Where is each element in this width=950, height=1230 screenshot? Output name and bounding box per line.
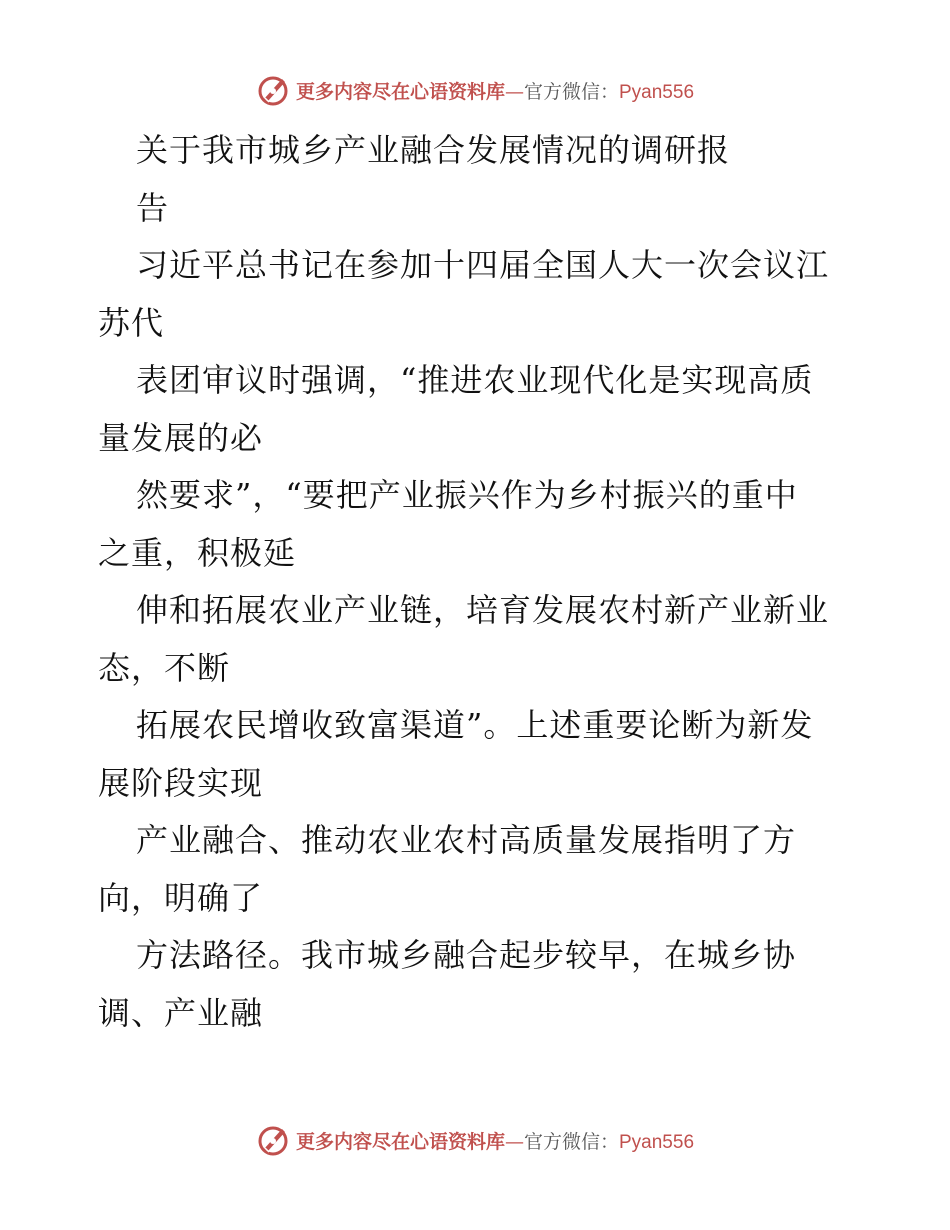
title-line-1: 关于我市城乡产业融合发展情况的调研报 bbox=[136, 131, 731, 169]
title-line-2: 告 bbox=[136, 188, 170, 227]
text-line: 表团审议时强调，“推进农业现代化是实现高质 bbox=[136, 361, 814, 399]
footer-banner-dash: — bbox=[504, 1130, 524, 1153]
text-line: 态，不断 bbox=[98, 648, 231, 687]
text-line: 调、产业融 bbox=[98, 993, 264, 1032]
text-line: 产业融合、推动农业农村高质量发展指明了方 bbox=[136, 821, 797, 859]
footer-banner-main: 更多内容尽在心语资料库 bbox=[295, 1130, 505, 1153]
header-banner-dash: — bbox=[504, 80, 524, 103]
text-line: 量发展的必 bbox=[98, 418, 264, 457]
header-banner-text bbox=[296, 77, 694, 104]
text-line: 苏代 bbox=[98, 303, 165, 342]
header-banner-sub: 官方微信： bbox=[523, 80, 619, 103]
footer-banner-sub: 官方微信： bbox=[523, 1130, 619, 1153]
quill-logo-icon bbox=[256, 73, 290, 107]
footer-banner-id: Pyan556 bbox=[619, 1131, 695, 1153]
text-line: 然要求”，“要把产业振兴作为乡村振兴的重中 bbox=[136, 476, 798, 514]
quill-logo-icon bbox=[256, 1123, 290, 1157]
header-banner bbox=[0, 70, 950, 110]
text-line: 之重，积极延 bbox=[98, 533, 297, 572]
footer-banner-text bbox=[296, 1127, 694, 1154]
text-line: 习近平总书记在参加十四届全国人大一次会议江 bbox=[136, 246, 830, 284]
text-line: 伸和拓展农业产业链，培育发展农村新产业新业 bbox=[136, 591, 830, 629]
footer-banner bbox=[0, 1120, 950, 1160]
text-line: 展阶段实现 bbox=[98, 763, 264, 802]
text-line: 拓展农民增收致富渠道”。上述重要论断为新发 bbox=[136, 706, 814, 744]
header-banner-id: Pyan556 bbox=[619, 81, 695, 103]
header-banner-main: 更多内容尽在心语资料库 bbox=[295, 80, 505, 103]
text-line: 向，明确了 bbox=[98, 878, 264, 917]
document-body bbox=[98, 122, 858, 1042]
text-line: 方法路径。我市城乡融合起步较早，在城乡协 bbox=[136, 936, 797, 974]
